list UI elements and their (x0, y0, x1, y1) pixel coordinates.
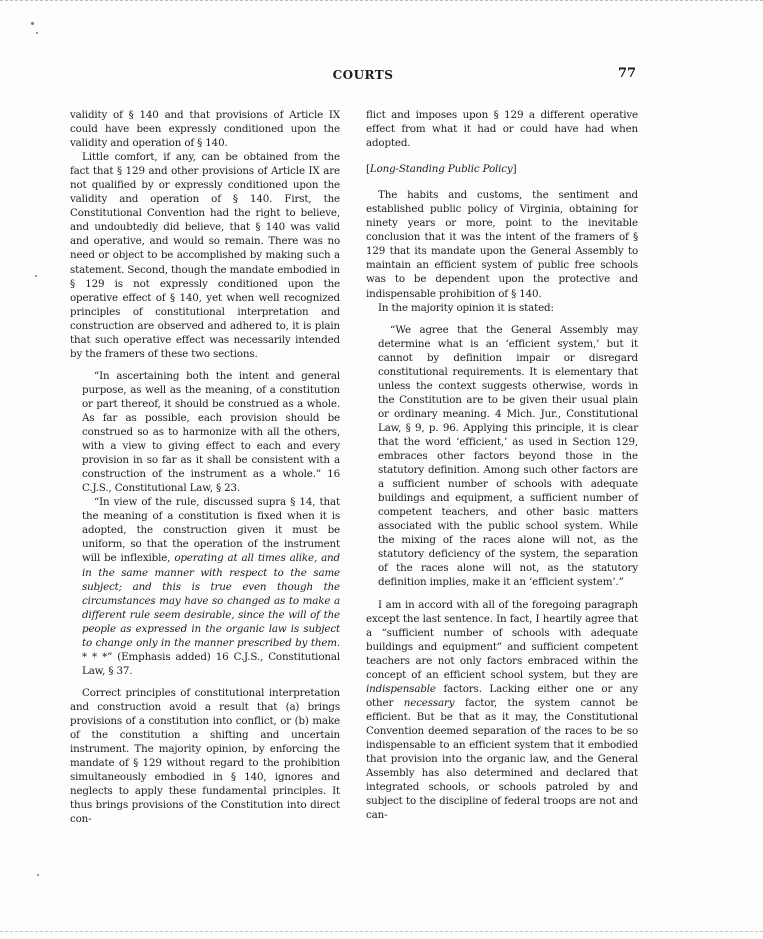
scan-speck (35, 275, 37, 277)
page-number: 77 (618, 66, 637, 81)
paragraph: Correct principles of constitutional interpretation and construction avoid a result that (a) brings provisions of a constitution into conflict, or (b) make of the constitution a shifting and uncertain instrument. The majority opinion, by enforcing the mandate of § 129 without regard to the prohibition simultaneously embodied in § 140, ignores and neglects to apply these fundamental principles. It thus brings provisions of the Constitution into direct con- (70, 686, 340, 826)
scan-speck (36, 32, 38, 34)
section-heading-text: Long-Standing Public Policy (369, 163, 513, 176)
paragraph: I am in accord with all of the foregoing paragraph except the last sentence. In fact, I heartily agree that a “sufficient number of schools with adequate buildings and equipment” and sufficient competent teachers are not only factors embraced within the concept of an efficient school system, but they are indispensable factors. Lacking either one or any other necessary factor, the system cannot be efficient. But be that as it may, the Constitutional Convention deemed separation of the races to be so indispensable to an efficient system that it embodied that provision into the organic law, and the General Assembly has also determined and declared that integrated schools, or schools patroled by and subject to the discipline of federal troops are not and can- (366, 598, 639, 822)
quote-citation: * * *” (Emphasis added) 16 C.J.S., Constitutional Law, § 37. (82, 650, 340, 677)
page-top-edge (0, 0, 763, 1)
paragraph: Little comfort, if any, can be obtained from the fact that § 129 and other provisions of Article IX are not qualified by or expressly conditioned upon the validity and operation of § 140. First, the Constitutional Convention had the right to believe, and undoubtedly did believe, that § 140 was valid and operative, and would so remain. There was no need or object to be accomplished by making such a statement. Second, though the mandate embodied in § 129 is not expressly conditioned upon the operative effect of § 140, yet when well recognized principles of constitutional interpretation and construction are observed and adhered to, it is plain that such operative effect was necessarily intended by the framers of these two sections. (70, 151, 340, 360)
scan-speck (37, 874, 39, 876)
paragraph: validity of § 140 and that provisions of Article IX could have been expressly conditioned upon the validity and operation of § 140. (70, 109, 340, 150)
block-quote: “In ascertaining both the intent and general purpose, as well as the meaning, of a constitution or part thereof, it should be construed as a whole. As far as possible, each provision should be construed so as to harmonize with all the others, with a view to giving effect to each and every provision in so far as it shall be consistent with a construction of the instrument as a whole.” 16 C.J.S., Constitutional Law, § 23. (82, 369, 340, 495)
paragraph: In the majority opinion it is stated: (378, 301, 554, 314)
emphasis-text: necessary (403, 696, 455, 709)
page-bottom-edge (0, 931, 763, 932)
section-heading: [Long-Standing Public Policy] (366, 163, 517, 176)
paragraph: The habits and customs, the sentiment and established public policy of Virginia, obtaining for ninety years or more, point to the inevitable conclusion that it was the intent of the framers of § 129 that its mandate upon the General Assembly to maintain an efficient system of public free schools was to be dependent upon the protective and indispensable prohibition of § 140. (366, 189, 638, 300)
paragraph: flict and imposes upon § 129 a different operative effect from what it had or could have had when adopted. (366, 109, 638, 150)
block-quote: “We agree that the General Assembly may determine what is an ‘efficient system,’ but it cannot by definition impair or disregard constitutional requirements. It is elementary that unless the context suggests otherwise, words in the Constitution are to be given their usual plain or ordinary meaning. 4 Mich. Jur., Constitutional Law, § 9, p. 96. Applying this principle, it is clear that the word ‘efficient,’ as used in Section 129, embraces other factors beyond those in the statutory definition. Among such other factors are a sufficient number of schools with adequate buildings and equipment, a sufficient number of competent teachers, and other basic matters associated with the public school system. While the mixing of the races alone will not, as the statutory deficiency of the system, the separation of the races alone will not, as the statutory definition implies, make it an ‘efficient system’.” (378, 323, 638, 589)
scan-speck (31, 22, 34, 25)
emphasis-text: operating at all times alike, and in the same manner with respect to the same subject; and this is true even though the circumstances may have so changed as to make a different rule seem desirable, since the will of the people as expressed in the organic law is subject to change only in the manner prescribed by them. (82, 552, 340, 649)
quote-text: “In view of the rule, discussed supra § 14, that the meaning of a constitution is fixed when it is adopted, the construction given it must be uniform, so that the operation of the instrument will be inflexible, (82, 496, 340, 565)
page-header (0, 66, 763, 86)
right-column (366, 108, 638, 822)
emphasis-text: indispensable (366, 682, 436, 695)
running-head: COURTS (332, 68, 394, 82)
left-column (70, 108, 340, 826)
block-quote (82, 495, 340, 678)
